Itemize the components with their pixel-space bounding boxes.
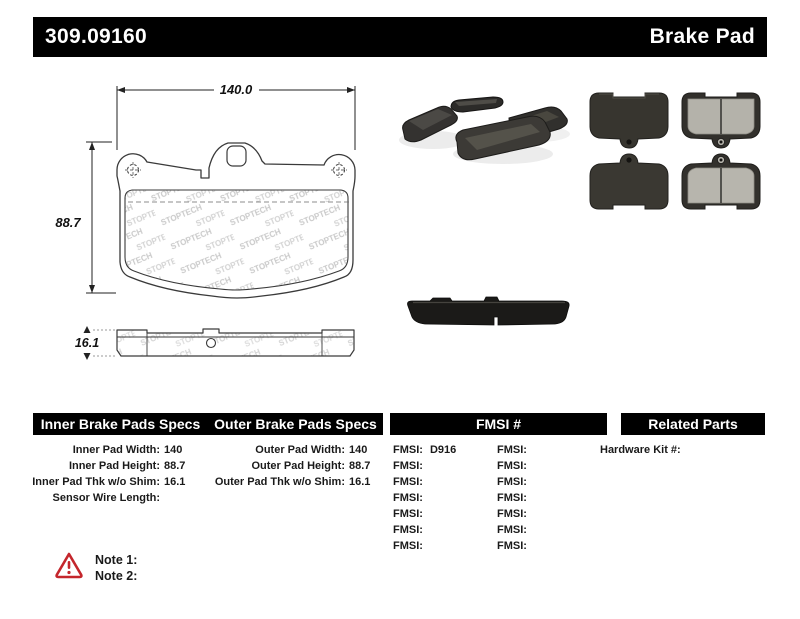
fmsi-row: FMSI: bbox=[393, 508, 423, 520]
inner-specs-list bbox=[20, 442, 185, 506]
fmsi-row: FMSI: bbox=[497, 508, 527, 520]
pads-face-photo bbox=[584, 86, 764, 214]
related-parts-list bbox=[600, 442, 688, 458]
spec-row: Inner Pad Width: 140 bbox=[72, 444, 183, 456]
pad-friction-bottom bbox=[682, 154, 760, 209]
brake-pad-front-drawing bbox=[50, 78, 385, 314]
fmsi-row: FMSI: bbox=[393, 540, 423, 552]
thickness-dimension-label: 16.1 bbox=[74, 336, 100, 350]
pad-friction-top bbox=[682, 93, 760, 148]
spec-row: Sensor Wire Length: bbox=[52, 492, 160, 504]
note-row bbox=[95, 552, 142, 568]
title-bar bbox=[33, 17, 767, 57]
related-parts-header-bar bbox=[621, 413, 765, 435]
part-number: 309.09160 bbox=[45, 25, 147, 48]
related-part-row: Hardware Kit #: bbox=[600, 444, 681, 456]
inner-specs-header: Inner Brake Pads Specs bbox=[40, 416, 201, 432]
height-dimension-label: 88.7 bbox=[55, 215, 81, 230]
pads-angled-photo bbox=[393, 88, 583, 173]
center-tab-hole bbox=[227, 146, 246, 166]
side-view-outline bbox=[117, 329, 354, 356]
fmsi-row: FMSI: bbox=[497, 444, 527, 456]
fmsi-header-bar bbox=[390, 413, 607, 435]
pad-back-top bbox=[590, 93, 668, 148]
fmsi-row: FMSI: bbox=[497, 492, 527, 504]
brake-pad-side-drawing bbox=[55, 318, 375, 370]
related-parts-header: Related Parts bbox=[648, 416, 738, 432]
pad-back-bottom bbox=[590, 154, 668, 209]
width-dimension-label: 140.0 bbox=[219, 82, 253, 97]
fmsi-row: FMSI: bbox=[497, 524, 527, 536]
fmsi-row: FMSI: bbox=[497, 540, 527, 552]
outer-specs-header: Outer Brake Pads Specs bbox=[214, 416, 377, 432]
fmsi-list-col2 bbox=[497, 442, 534, 554]
note-label: Note 1: bbox=[95, 553, 138, 567]
spec-row: Outer Pad Thk w/o Shim: 16.1 bbox=[214, 476, 371, 488]
fmsi-row: FMSI: bbox=[393, 492, 423, 504]
note-row bbox=[95, 568, 142, 584]
fmsi-row: FMSI: bbox=[393, 476, 423, 488]
fmsi-row: FMSI: bbox=[393, 524, 423, 536]
note-label: Note 2: bbox=[95, 569, 138, 583]
spec-row: Outer Pad Width: 140 bbox=[255, 444, 368, 456]
outer-specs-list bbox=[195, 442, 370, 490]
fmsi-row: FMSI: D916 bbox=[393, 444, 457, 456]
height-dimension bbox=[86, 142, 116, 293]
fmsi-row: FMSI: bbox=[393, 460, 423, 472]
fmsi-list-col1 bbox=[393, 442, 456, 554]
pads-specs-header-bar bbox=[33, 413, 383, 435]
warning-icon bbox=[54, 551, 84, 579]
friction-material bbox=[125, 190, 348, 290]
spec-row: Outer Pad Height: 88.7 bbox=[251, 460, 371, 472]
fmsi-row: FMSI: bbox=[497, 460, 527, 472]
fmsi-row: FMSI: bbox=[497, 476, 527, 488]
page-title: Brake Pad bbox=[649, 25, 755, 48]
fmsi-header: FMSI # bbox=[475, 416, 522, 432]
spec-row: Inner Pad Height: 88.7 bbox=[68, 460, 186, 472]
side-view-sensor-hole bbox=[207, 339, 216, 348]
spec-row: Inner Pad Thk w/o Shim: 16.1 bbox=[32, 476, 186, 488]
pad-edge-photo bbox=[400, 290, 580, 338]
notes-block bbox=[95, 552, 142, 584]
